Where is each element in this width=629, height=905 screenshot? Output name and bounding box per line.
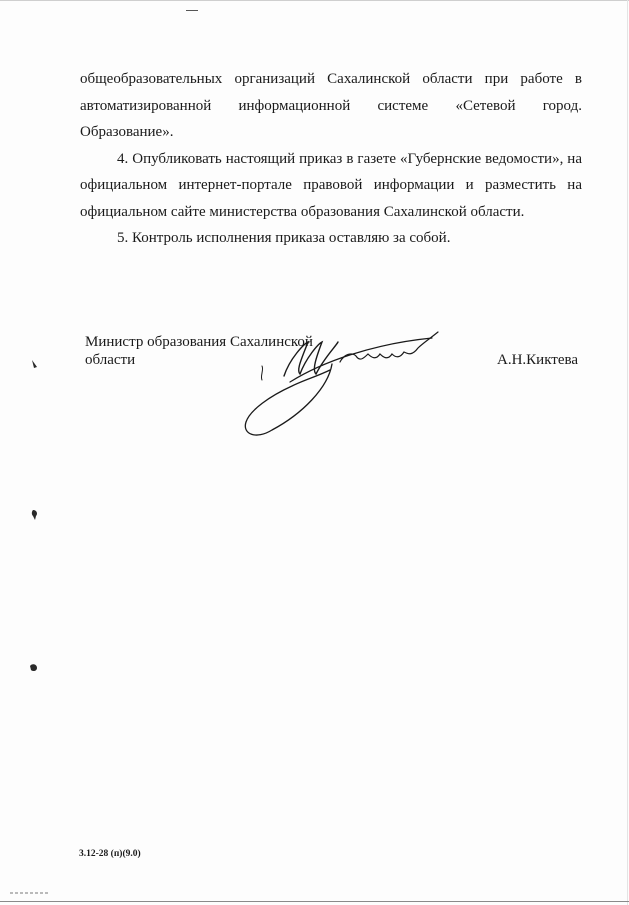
scan-speck-4 xyxy=(10,890,70,896)
paragraph-5: 5. Контроль исполнения приказа оставляю за собой. xyxy=(117,230,451,246)
order-text xyxy=(80,66,582,252)
handwritten-signature xyxy=(232,318,472,443)
paragraph-4-line1: 4. Опубликовать настоящий приказ в газете «Губернские ведомости», на xyxy=(117,150,582,167)
scan-speck-3 xyxy=(28,662,40,674)
scan-speck-2 xyxy=(30,508,40,522)
scan-bottom-edge xyxy=(0,901,629,902)
paragraph-4-line2: официальном интернет-портале правовой информации и разместить на xyxy=(80,177,582,193)
signatory-position-line1: Министр образования Сахалинской xyxy=(85,334,313,350)
paragraph-continuation-line2: автоматизированной информационной системе «Сетевой город. Образование». xyxy=(80,97,582,140)
scan-right-edge xyxy=(627,0,628,905)
scan-top-edge xyxy=(0,0,629,1)
paragraph-4-line3: официальном сайте министерства образования Сахалинской области. xyxy=(80,203,525,220)
signatory-name: А.Н.Киктева xyxy=(497,352,579,368)
scan-speck-1 xyxy=(30,358,40,370)
scan-top-dash xyxy=(186,10,198,11)
signatory-position-line2: области xyxy=(85,352,136,368)
paragraph-continuation-line1: общеобразовательных организаций Сахалинской области при работе в xyxy=(80,71,582,87)
document-code: 3.12-28 (п)(9.0) xyxy=(79,849,141,859)
